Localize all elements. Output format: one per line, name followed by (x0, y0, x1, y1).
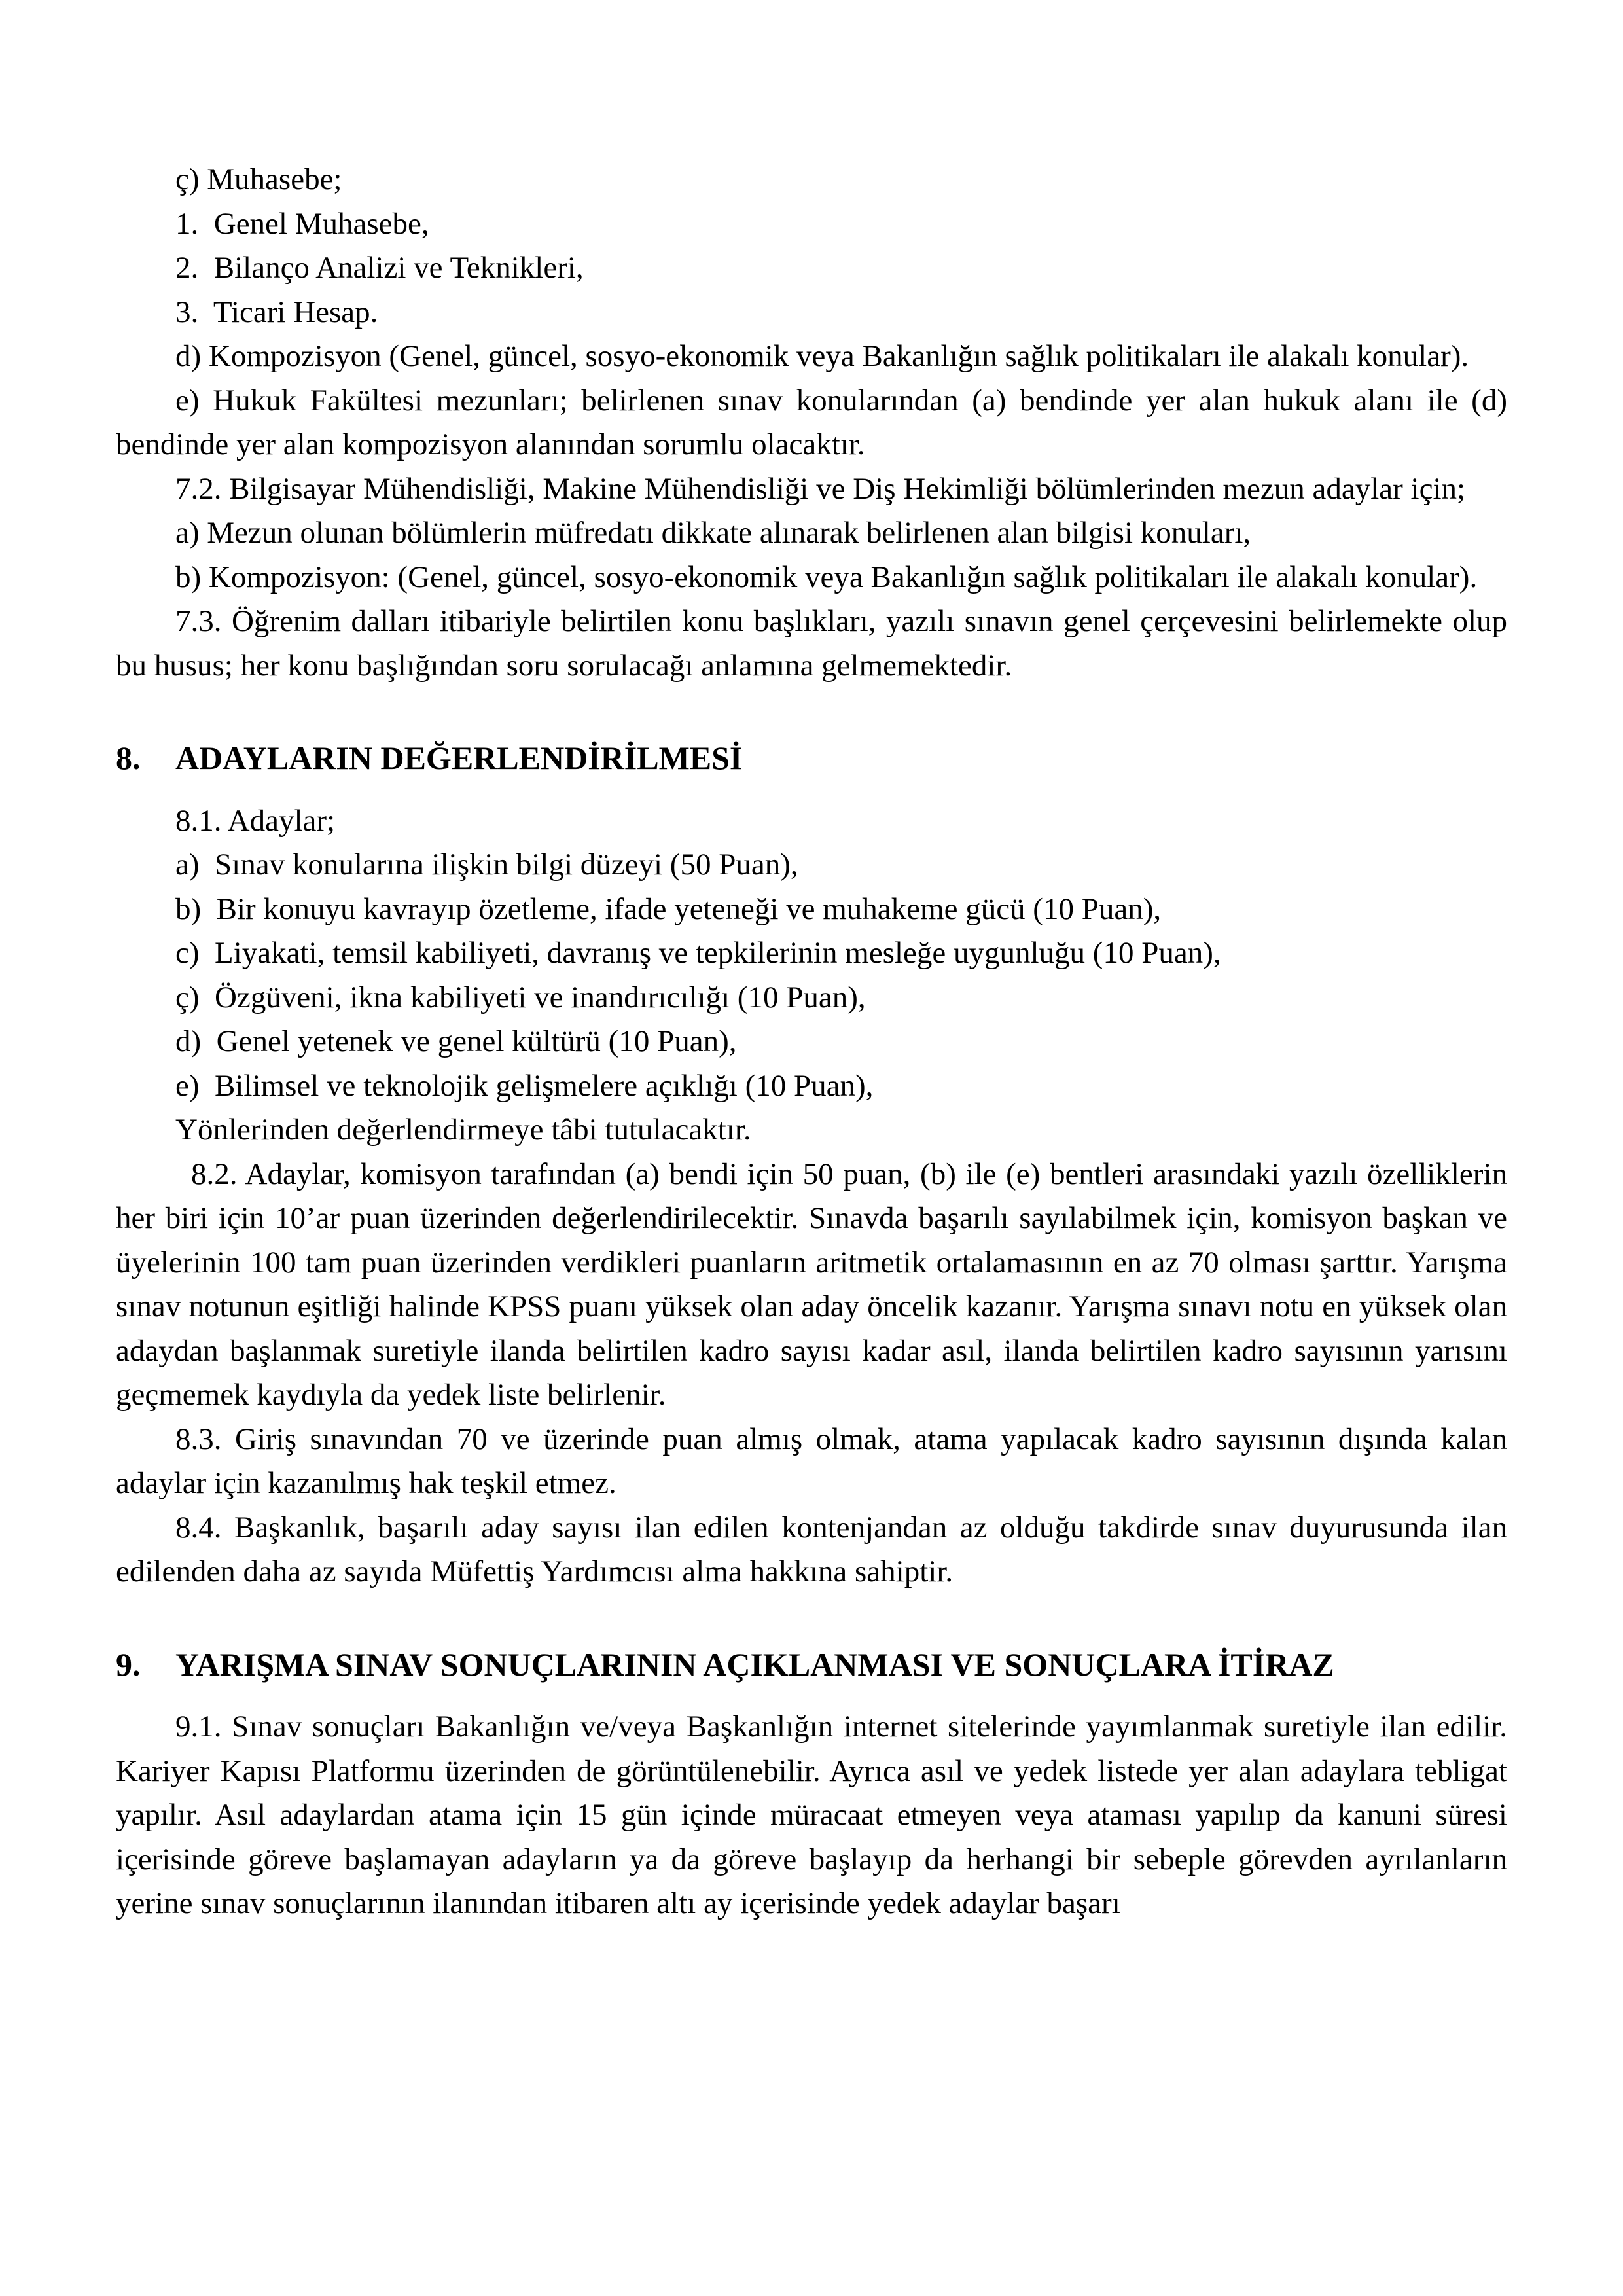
list-item: 2. Bilanço Analizi ve Teknikleri, (175, 251, 584, 285)
document-content (116, 0, 1507, 1926)
paragraph: 7.2. Bilgisayar Mühendisliği, Makine Mühendisliği ve Diş Hekimliği bölümlerinden mezun adaylar için; (175, 471, 1466, 506)
section-title: YARIŞMA SINAV SONUÇLARININ AÇIKLANMASI VE SONUÇLARA İTİRAZ (175, 1645, 1334, 1683)
list-item: a) Sınav konularına ilişkin bilgi düzeyi (50 Puan), (175, 848, 798, 882)
list-item: b) Bir konuyu kavrayıp özetleme, ifade yeteneği ve muhakeme gücü (10 Puan), (175, 891, 1162, 926)
list-item: 8.1. Adaylar; (175, 803, 336, 838)
list-item: d) Genel yetenek ve genel kültürü (10 Puan), (175, 1024, 737, 1058)
paragraph: 8.2. Adaylar, komisyon tarafından (a) bendi için 50 puan, (b) ile (e) bentleri arasındaki yazılı özelliklerin her biri için 10’ar puan üzerinden değerlendirilecektir. Sınavda başarılı sayılabilmek için, komisyon başkan ve üyelerinin 100 tam puan üzerinden verdikleri puanların aritmetik ortalamasının en az 70 olması şarttır. Yarışma sınav notunun eşitliği halinde KPSS puanı yüksek olan aday öncelik kazanır. Yarışma sınavı notu en yüksek olan adaydan başlanmak suretiyle ilanda belirtilen kadro sayısı kadar asıl, ilanda belirtilen kadro sayısının yarısını geçmemek kaydıyla da yedek liste belirlenir. (116, 1157, 1507, 1412)
paragraph: 9.1. Sınav sonuçları Bakanlığın ve/veya Başkanlığın internet sitelerinde yayımlanmak suretiyle ilan edilir. Kariyer Kapısı Platformu üzerinden de görüntülenebilir. Ayrıca asıl ve yedek listede yer alan adaylara tebligat yapılır. Asıl adaylardan atama için 15 gün içinde müracaat etmeyen veya ataması yapılıp da kanuni süresi içerisinde göreve başlamayan adayların ya da göreve başlayıp da herhangi bir sebeple görevden ayrılanların yerine sınav sonuçlarının ilanından itibaren altı ay içerisinde yedek adaylar başarı (116, 1710, 1507, 1920)
list-item: ç) Özgüveni, ikna kabiliyeti ve inandırıcılığı (10 Puan), (175, 980, 866, 1014)
list-item: a) Mezun olunan bölümlerin müfredatı dikkate alınarak belirlenen alan bilgisi konuları, (175, 516, 1251, 550)
paragraph: 8.4. Başkanlık, başarılı aday sayısı ilan edilen kontenjandan az olduğu takdirde sınav duyurusunda ilan edilenden daha az sayıda Müfettiş Yardımcısı alma hakkına sahiptir. (116, 1510, 1507, 1588)
section-heading (116, 736, 1507, 781)
section-number: 9. (116, 1645, 141, 1683)
paragraph: 8.3. Giriş sınavından 70 ve üzerinde puan almış olmak, atama yapılacak kadro sayısının dışında kalan adaylar için kazanılmış hak teşkil etmez. (116, 1422, 1507, 1500)
paragraph: 7.3. Öğrenim dalları itibariyle belirtilen konu başlıkları, yazılı sınavın genel çerçevesini belirlemekte olup bu husus; her konu başlığından soru sorulacağı anlamına gelmemektedir. (116, 604, 1507, 683)
list-item: c) Liyakati, temsil kabiliyeti, davranış ve tepkilerinin mesleğe uygunluğu (10 Puan), (175, 936, 1221, 970)
section-number: 8. (116, 740, 141, 776)
section-title: ADAYLARIN DEĞERLENDİRİLMESİ (175, 740, 743, 776)
list-item: 3. Ticari Hesap. (175, 295, 378, 329)
paragraph: d) Kompozisyon (Genel, güncel, sosyo-ekonomik veya Bakanlığın sağlık politikaları ile alakalı konular). (175, 339, 1469, 373)
list-item: Yönlerinden değerlendirmeye tâbi tutulacaktır. (175, 1113, 751, 1147)
list-item: ç) Muhasebe; (175, 162, 342, 196)
section-heading (116, 1643, 1507, 1687)
paragraph: b) Kompozisyon: (Genel, güncel, sosyo-ekonomik veya Bakanlığın sağlık politikaları ile alakalı konular). (175, 560, 1478, 594)
list-item: 1. Genel Muhasebe, (175, 206, 429, 241)
paragraph: e) Hukuk Fakültesi mezunları; belirlenen sınav konularından (a) bendinde yer alan hukuk alanı ile (d) bendinde yer alan kompozisyon alanından sorumlu olacaktır. (116, 383, 1507, 461)
list-item: e) Bilimsel ve teknolojik gelişmelere açıklığı (10 Puan), (175, 1068, 874, 1103)
